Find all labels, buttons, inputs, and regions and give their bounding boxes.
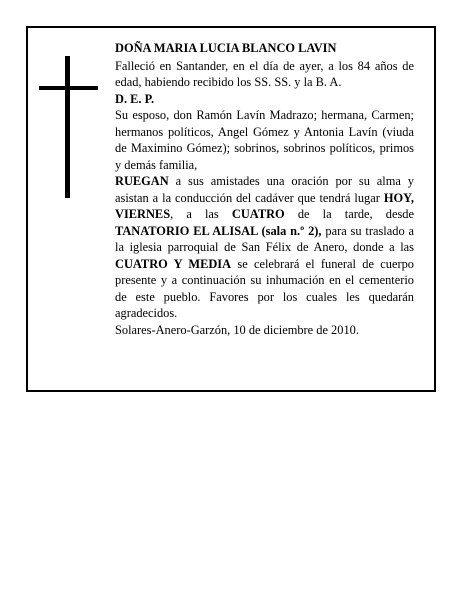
obituary-text [115, 40, 414, 338]
request-word: RUEGAN [115, 174, 169, 188]
cross-icon-bar [39, 86, 98, 90]
request-paragraph: RUEGAN a sus amistades una oración por su alma y asistan a la conducción del cadáver que tendrá lugar HOY, VIERNES, a las CUATRO de la tarde, desde TANATORIO EL ALISAL (sala n.º 2), para su traslado a la iglesia parroquial de San Félix de Anero, donde a las CUATRO Y MEDIA se celebrará el funeral de cuerpo presente y a continuación su inhumación en el cementerio de este pueblo. Favores por los cuales les quedarán agradecidos. [115, 174, 414, 320]
obituary-notice [26, 26, 436, 392]
funeral-hour: CUATRO [231, 207, 285, 221]
funeral-day: HOY, VIERNES [115, 190, 414, 221]
cross-icon [65, 56, 70, 198]
funeral-home: TANATORIO EL ALISAL (sala n.º 2), [115, 223, 322, 238]
place-date: Solares-Anero-Garzón, 10 de diciembre de 2010. [115, 322, 359, 337]
family-list: Su esposo, don Ramón Lavín Madrazo; hermana, Carmen; hermanos políticos, Angel Gómez y Antonia Lavín (viuda de Maximino Gómez); sobrinos, sobrinos políticos, primos y demás familia, [115, 108, 414, 172]
death-info: Falleció en Santander, en el día de ayer, a los 84 años de edad, habiendo recibido los SS. SS. y la B. A. [115, 58, 414, 89]
rip-line: D. E. P. [115, 91, 155, 106]
mass-hour: CUATRO Y MEDIA [115, 256, 232, 271]
deceased-name: DOÑA MARIA LUCIA BLANCO LAVIN [115, 41, 337, 55]
